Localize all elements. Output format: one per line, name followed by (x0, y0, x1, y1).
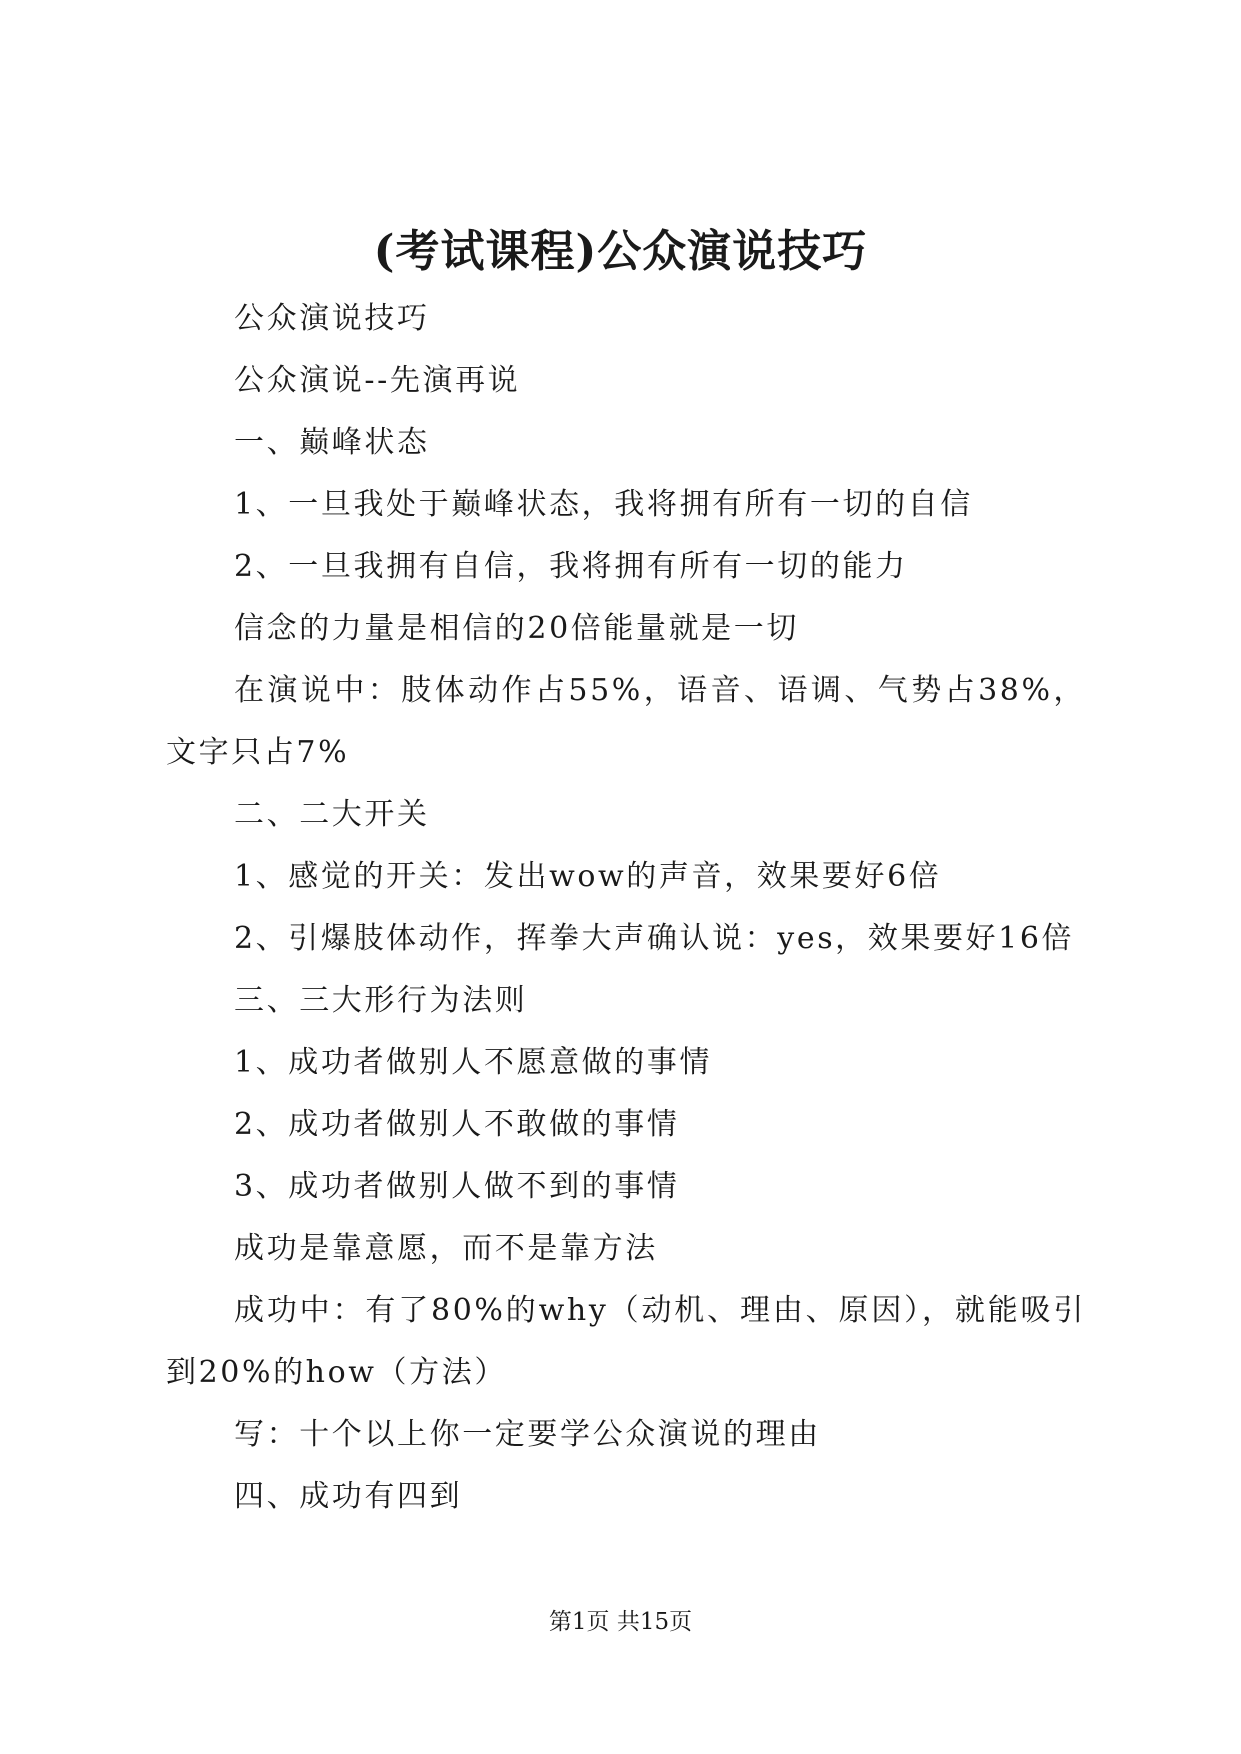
paragraph: 成功是靠意愿，而不是靠方法 (234, 1231, 658, 1266)
paragraph: 1、一旦我处于巅峰状态，我将拥有所有一切的自信 (234, 487, 973, 522)
section-heading: 二、二大开关 (234, 797, 430, 832)
section-heading: 四、成功有四到 (234, 1479, 463, 1514)
paragraph: 2、一旦我拥有自信，我将拥有所有一切的能力 (234, 549, 908, 584)
paragraph: 3、成功者做别人做不到的事情 (234, 1169, 680, 1204)
paragraph: 在演说中：肢体动作占55%，语音、语调、气势占38%，文字只占7% (166, 673, 1086, 770)
section-heading: 三、三大形行为法则 (234, 983, 528, 1018)
paragraph: 公众演说技巧 (234, 301, 430, 336)
paragraph: 信念的力量是相信的20倍能量就是一切 (234, 611, 799, 646)
paragraph: 成功中：有了80%的why（动机、理由、原因），就能吸引到20%的how（方法） (166, 1293, 1086, 1390)
paragraph: 2、成功者做别人不敢做的事情 (234, 1107, 680, 1142)
document-title: (考试课程)公众演说技巧 (373, 226, 868, 277)
paragraph: 公众演说--先演再说 (234, 363, 521, 398)
paragraph: 1、感觉的开关：发出wow的声音，效果要好6倍 (234, 859, 942, 894)
paragraph: 1、成功者做别人不愿意做的事情 (234, 1045, 713, 1080)
paragraph: 写：十个以上你一定要学公众演说的理由 (234, 1417, 821, 1452)
page-footer: 第1页 共15页 (548, 1609, 693, 1635)
section-heading: 一、巅峰状态 (234, 425, 430, 460)
paragraph: 2、引爆肢体动作，挥拳大声确认说：yes，效果要好16倍 (234, 921, 1075, 956)
